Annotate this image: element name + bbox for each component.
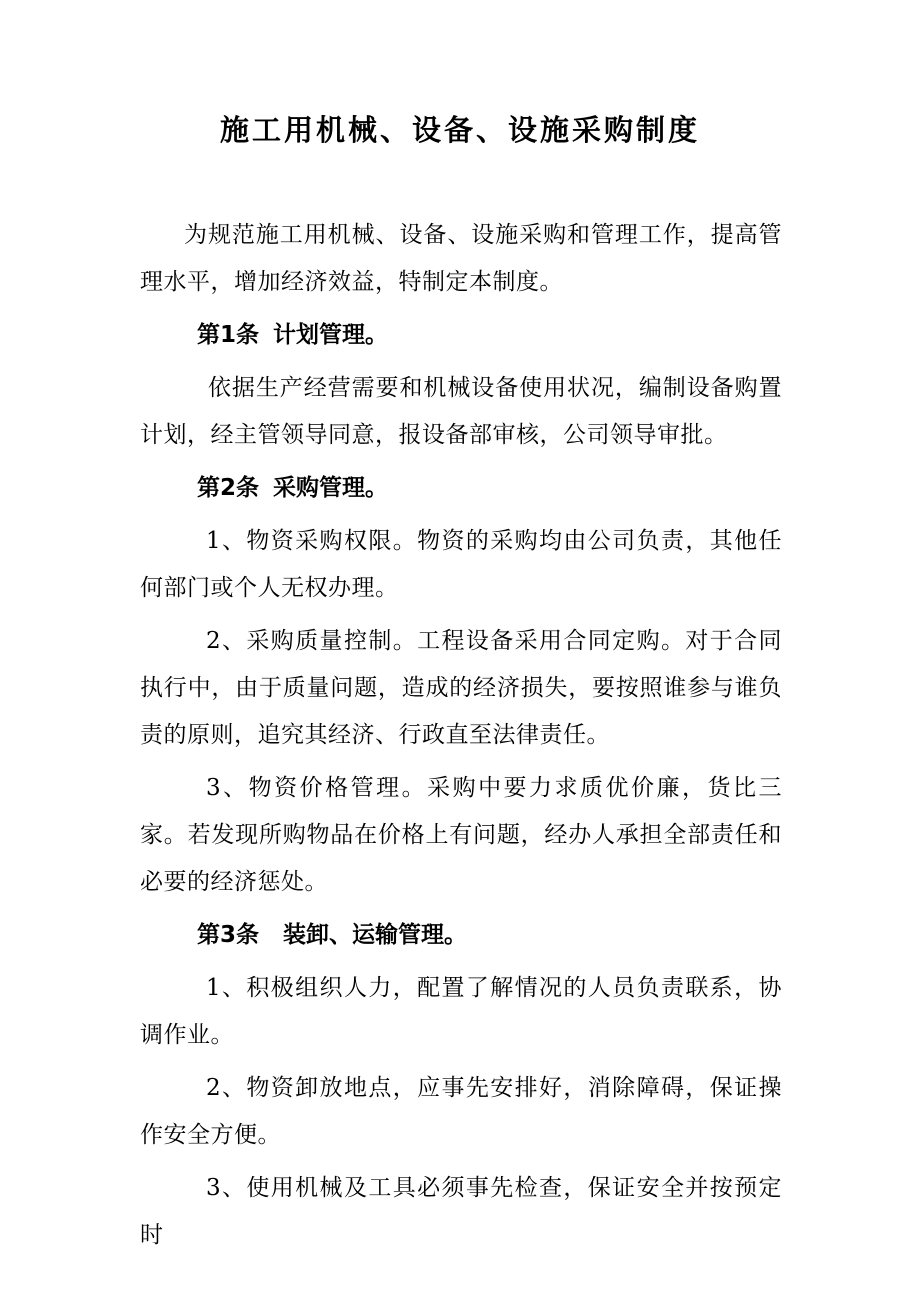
document-body (140, 212, 782, 1259)
document-title: 施工用机械、设备、设施采购制度 (219, 113, 700, 147)
section-3-heading (140, 912, 782, 959)
section-2-paragraph-1: 1、物资采购权限。物资的采购均由公司负责，其他任何部门或个人无权办理。 (140, 528, 782, 601)
section-1-title: 计划管理。 (273, 322, 389, 348)
section-2-paragraph-2: 2、采购质量控制。工程设备采用合同定购。对于合同执行中，由于质量问题，造成的经济损失，要按照谁参与谁负责的原则，追究其经济、行政直至法律责任。 (140, 628, 782, 748)
intro-paragraph: 为规范施工用机械、设备、设施采购和管理工作，提高管理水平，增加经济效益，特制定本制度。 (140, 222, 782, 295)
section-2-paragraph-3: 3、物资价格管理。采购中要力求质优价廉，货比三家。若发现所购物品在价格上有问题，经办人承担全部责任和必要的经济惩处。 (140, 775, 782, 895)
section-2-heading (140, 465, 782, 512)
section-2-number: 第2条 (197, 475, 260, 501)
section-3-title: 装卸、运输管理。 (283, 922, 468, 948)
section-3-paragraph-2: 2、物资卸放地点，应事先安排好，消除障碍，保证操作安全方便。 (140, 1075, 782, 1148)
section-3-paragraph-1: 1、积极组织人力，配置了解情况的人员负责联系，协调作业。 (140, 975, 782, 1048)
section-2-title: 采购管理。 (273, 475, 389, 501)
section-1-number: 第1条 (197, 322, 260, 348)
section-1-heading (140, 312, 782, 359)
section-1-paragraph-1: 依据生产经营需要和机械设备使用状况，编制设备购置计划，经主管领导同意，报设备部审核，公司领导审批。 (140, 375, 782, 448)
section-3-number: 第3条 (197, 922, 260, 948)
section-3-paragraph-3: 3、使用机械及工具必须事先检查，保证安全并按预定时 (140, 1175, 782, 1248)
